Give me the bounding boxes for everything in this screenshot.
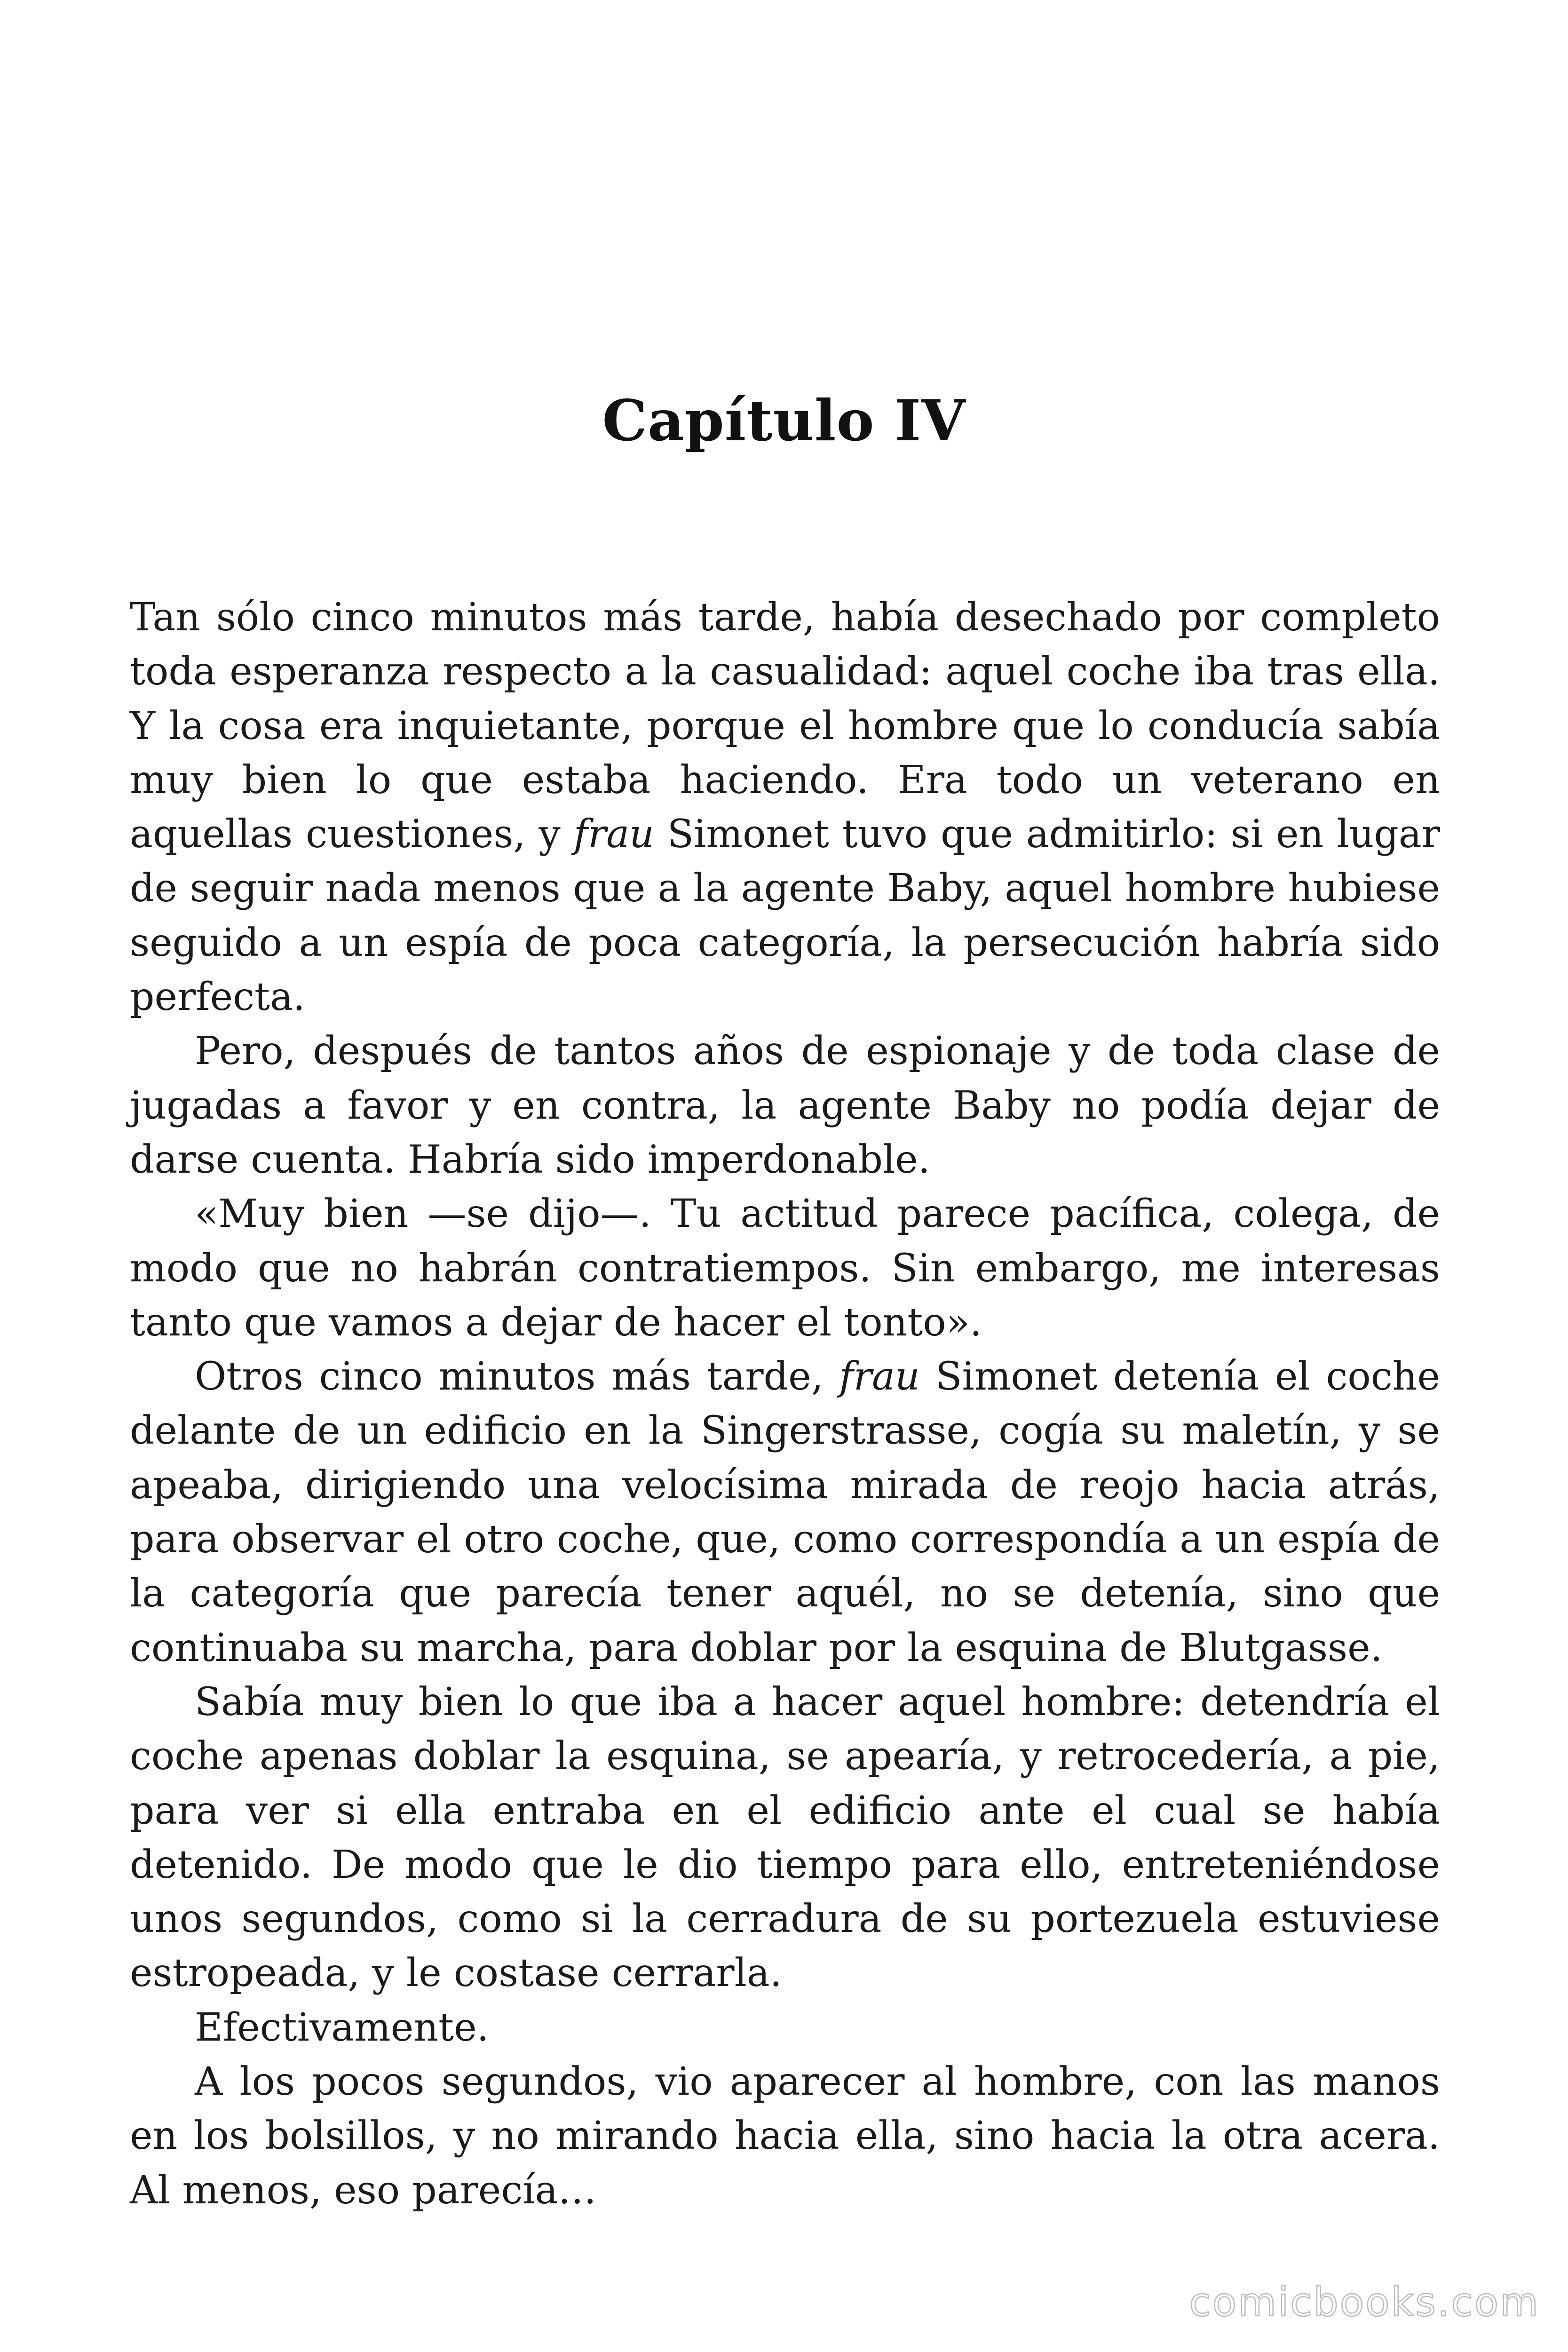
paragraph	[130, 1675, 1440, 2001]
watermark: comicbooks.com	[1189, 2279, 1540, 2325]
paragraph	[130, 2055, 1440, 2217]
paragraph-text: «Muy bien —se dijo—. Tu actitud parece pacífica, colega, de modo que no habrán contratiempos. Sin embargo, me interesas tanto que vamos a dejar de hacer el tonto».	[130, 1192, 1440, 1345]
paragraph	[130, 1350, 1440, 1675]
paragraph-text: Pero, después de tantos años de espionaje y de toda clase de jugadas a favor y en contra, la agente Baby no podía dejar de darse cuenta. Habría sido imperdonable.	[130, 1029, 1440, 1182]
chapter-title: Capítulo IV	[602, 388, 966, 454]
paragraph-text: A los pocos segundos, vio aparecer al hombre, con las manos en los bolsillos, y no mirando hacia ella, sino hacia la otra acera. Al menos, eso parecía…	[130, 2059, 1440, 2213]
paragraph-text: Efectivamente.	[195, 2005, 489, 2050]
paragraph-text: Otros cinco minutos más tarde,	[195, 1354, 839, 1399]
chapter-body	[130, 590, 1440, 2217]
paragraph	[130, 590, 1440, 1024]
paragraph-text: Sabía muy bien lo que iba a hacer aquel hombre: detendría el coche apenas doblar la esquina, se apearía, y retrocedería, a pie, para ver si ella entraba en el edificio ante el cual se había detenido. De modo que le dio tiempo para ello, entreteniéndose unos segundos, como si la cerradura de su portezuela estuviese estropeada, y le costase cerrarla.	[130, 1679, 1440, 1996]
paragraph	[130, 1187, 1440, 1350]
italic-word: frau	[573, 812, 654, 857]
paragraph-text: Tan sólo cinco minutos más tarde, había desechado por completo toda esperanza respecto a la casualidad: aquel coche iba tras ella. Y la cosa era inquietante, porque el hombre que lo conducía sabía muy bien lo que estaba haciendo. Era todo un veterano en aquellas cuestiones, y	[130, 595, 1440, 857]
italic-word: frau	[839, 1354, 920, 1399]
paragraph	[130, 2001, 1440, 2055]
paragraph-text: Simonet detenía el coche delante de un edificio en la Singerstrasse, cogía su maletín, y se apeaba, dirigiendo una velocísima mirada de reojo hacia atrás, para observar el otro coche, que, como correspondía a un espía de la categoría que parecía tener aquél, no se detenía, sino que continuaba su marcha, para doblar por la esquina de Blutgasse.	[130, 1354, 1441, 1670]
paragraph	[130, 1024, 1440, 1187]
paragraph-text: Simonet tuvo que admitirlo: si en lugar de seguir nada menos que a la agente Baby, aquel hombre hubiese seguido a un espía de poca categoría, la persecución habría sido perfecta.	[130, 812, 1440, 1020]
